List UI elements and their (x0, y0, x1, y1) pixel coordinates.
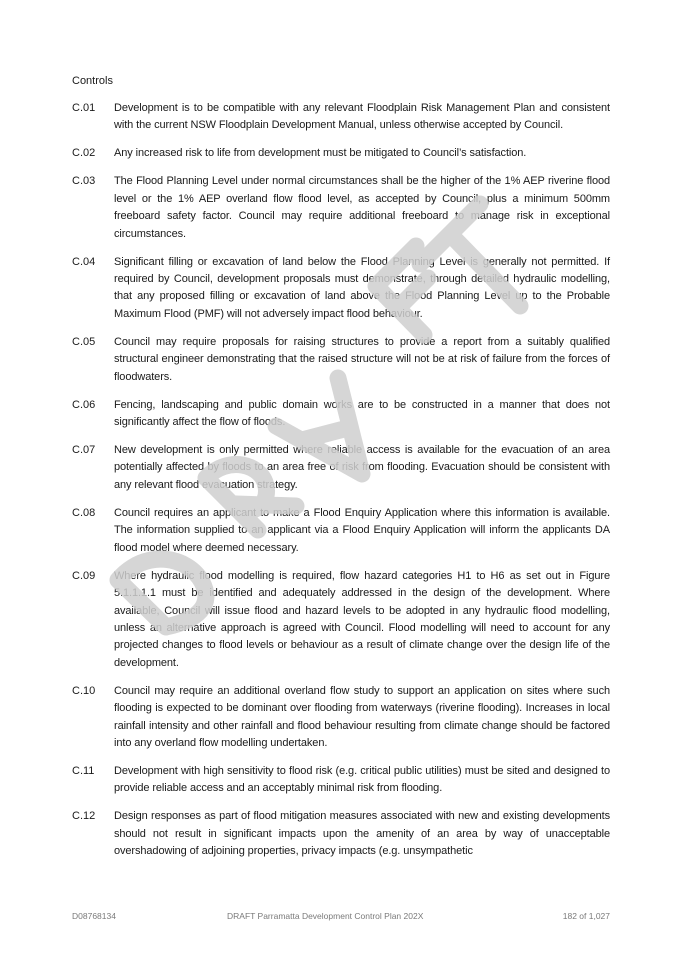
control-text: Council may require proposals for raising structures to provide a report from a suitably qualified structural engineer demonstrating that the raised structure will not be at risk of failure from the forces of floodwaters. (114, 335, 610, 383)
footer-title: DRAFT Parramatta Development Control Plan 202X (227, 911, 424, 921)
control-text: New development is only permitted where reliable access is available for the evacuation of an area potentially affected by floods to an area free of risk from flooding. Evacuation should be consistent with any relevant flood evacuation strategy. (114, 444, 610, 491)
control-text: The Flood Planning Level under normal circumstances shall be the higher of the 1% AEP riverine flood level or the 1% AEP overland flow flood level, as accepted by Council, plus a minimum 500mm freeboard safety factor. Council may require additional freeboard to manage risk in exceptional circumstances. (114, 175, 610, 240)
control-item (72, 145, 610, 162)
control-code: C.04 (72, 255, 96, 268)
control-code: C.08 (72, 506, 96, 519)
control-code: C.09 (72, 569, 96, 582)
section-heading: Controls (72, 75, 113, 87)
control-item (72, 442, 610, 494)
control-item (72, 808, 610, 860)
control-text: Any increased risk to life from development must be mitigated to Council’s satisfaction. (114, 147, 527, 160)
control-code: C.12 (72, 810, 96, 823)
control-text: Council requires an applicant to make a Flood Enquiry Application where this information is available. The information supplied to an applicant via a Flood Enquiry Application will inform the applicants DA flood model where deemed necessary. (114, 506, 610, 554)
control-item (72, 397, 610, 432)
control-text: Design responses as part of flood mitigation measures associated with new and existing developments should not result in significant impacts upon the amenity of an area by way of unacceptable overshadowing of adjoining properties, privacy impacts (e.g. unsympathetic (114, 810, 610, 858)
control-text: Council may require an additional overland flow study to support an application on sites where such flooding is expected to be dominant over flooding from waterways (riverine flooding). Increases in local rainfall intensity and other rainfall and flood behaviour resulting from climate change should be factored into any overland flow modelling undertaken. (114, 684, 610, 749)
control-code: C.06 (72, 398, 96, 411)
control-text: Significant filling or excavation of land below the Flood Planning Level is generally not permitted. If required by Council, development proposals must demonstrate, through detailed hydraulic modelling, that any proposed filling or excavation of land above the Flood Planning Level up to the Probable Maximum Flood (PMF) will not adversely impact flood behaviour. (114, 255, 610, 320)
control-code: C.01 (72, 102, 96, 114)
page-footer (72, 911, 610, 925)
control-item (72, 568, 610, 672)
control-item (72, 173, 610, 243)
control-text: Fencing, landscaping and public domain works are to be constructed in a manner that does not significantly affect the flow of floods. (114, 398, 610, 429)
control-item (72, 763, 610, 798)
control-code: C.03 (72, 175, 96, 188)
control-text: Where hydraulic flood modelling is required, flow hazard categories H1 to H6 as set out in Figure 5.1.1.1.1 must be identified and adequately addressed in the design of the development. Where available, Council will issue flood and hazard levels to be adopted in any hydraulic flood modelling, unless an alternative approach is agreed with Council. Flood modelling will need to account for any projected changes to flood levels or behaviour as a result of climate change over the design life of the development. (114, 569, 610, 669)
control-code: C.10 (72, 684, 96, 697)
control-text: Development is to be compatible with any relevant Floodplain Risk Management Plan and consistent with the current NSW Floodplain Development Manual, unless otherwise accepted by Council. (114, 102, 610, 132)
control-text: Development with high sensitivity to flood risk (e.g. critical public utilities) must be sited and designed to provide reliable access and an acceptably minimal risk from flooding. (114, 764, 610, 795)
control-item (72, 334, 610, 386)
footer-page-number: 182 of 1,027 (562, 911, 610, 921)
control-code: C.07 (72, 444, 96, 457)
control-code: C.05 (72, 335, 96, 348)
control-code: C.02 (72, 147, 96, 160)
control-item (72, 254, 610, 324)
control-code: C.11 (72, 764, 95, 777)
footer-doc-id: D08768134 (72, 911, 116, 921)
control-item (72, 505, 610, 557)
control-item (72, 100, 610, 135)
control-item (72, 683, 610, 753)
controls-list (72, 100, 610, 871)
